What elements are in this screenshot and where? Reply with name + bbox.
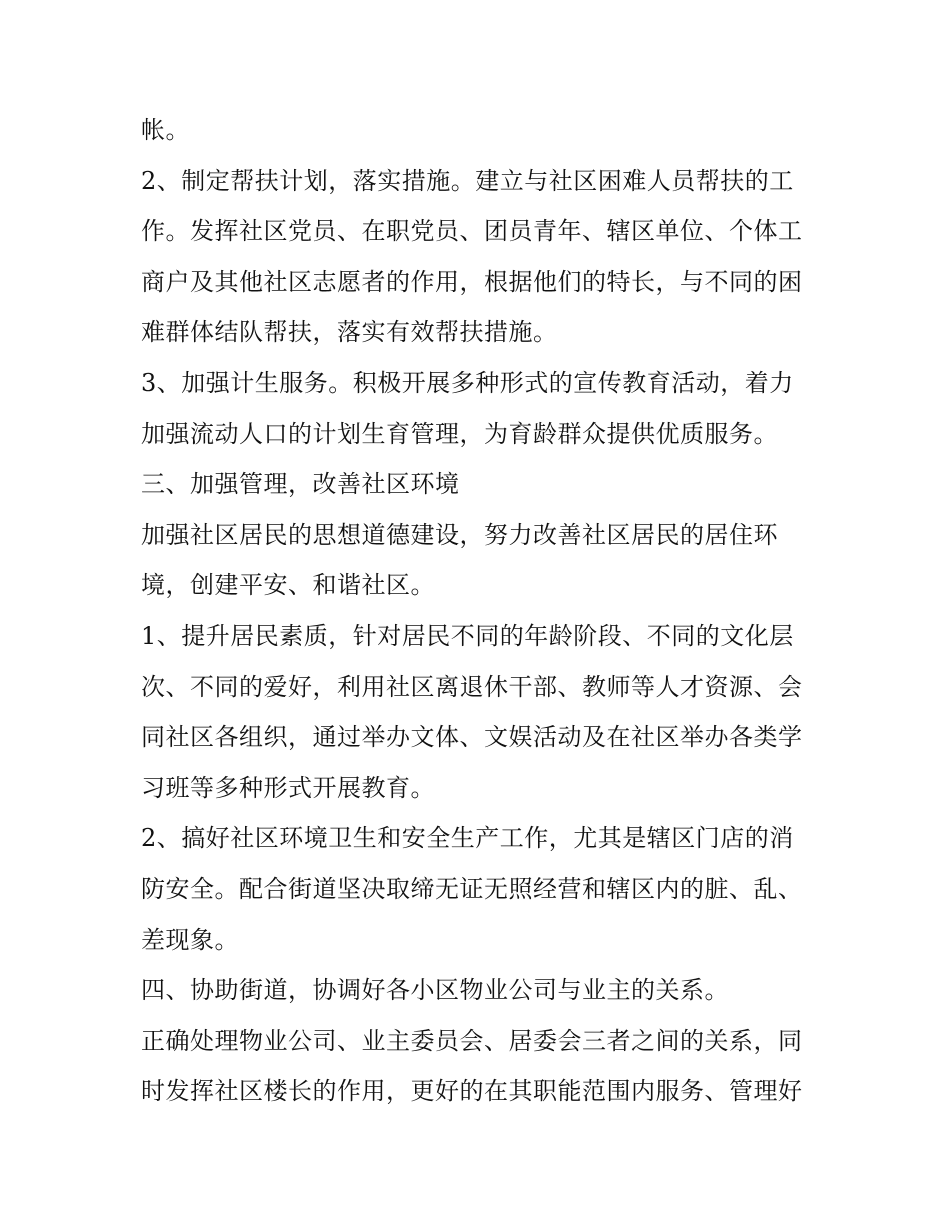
text-line: 难群体结队帮扶，落实有效帮扶措施。 — [141, 318, 558, 347]
text-line: 次、不同的爱好，利用社区离退休干部、教师等人才资源、会 — [141, 672, 803, 701]
text-line: 差现象。 — [141, 925, 239, 954]
section-heading: 四、协助街道，协调好各小区物业公司与业主的关系。 — [141, 976, 729, 1005]
text-line: 加强社区居民的思想道德建设，努力改善社区居民的居住环 — [141, 520, 778, 549]
text-line: 同社区各组织，通过举办文体、文娱活动及在社区举办各类学 — [141, 723, 803, 752]
text-line: 习班等多种形式开展教育。 — [141, 773, 435, 802]
text-line: 正确处理物业公司、业主委员会、居委会三者之间的关系，同 — [141, 1026, 803, 1055]
text-line: 防安全。配合街道坚决取缔无证无照经营和辖区内的脏、乱、 — [141, 874, 803, 903]
text-line: 1、提升居民素质，针对居民不同的年龄阶段、不同的文化层 — [141, 621, 794, 650]
document-body — [141, 105, 821, 1117]
text-line: 2、制定帮扶计划，落实措施。建立与社区困难人员帮扶的工 — [141, 166, 794, 195]
text-line: 作。发挥社区党员、在职党员、团员青年、辖区单位、个体工 — [141, 217, 803, 246]
text-line: 境，创建平安、和谐社区。 — [141, 571, 435, 600]
text-line: 2、搞好社区环境卫生和安全生产工作，尤其是辖区门店的消 — [141, 824, 794, 853]
text-line: 帐。 — [141, 116, 190, 144]
text-line: 3、加强计生服务。积极开展多种形式的宣传教育活动，着力 — [141, 368, 794, 397]
text-line: 加强流动人口的计划生育管理，为育龄群众提供优质服务。 — [141, 419, 778, 448]
section-heading: 三、加强管理，改善社区环境 — [141, 470, 460, 499]
text-line: 时发挥社区楼长的作用，更好的在其职能范围内服务、管理好 — [141, 1077, 803, 1106]
text-line: 商户及其他社区志愿者的作用，根据他们的特长，与不同的困 — [141, 267, 803, 296]
